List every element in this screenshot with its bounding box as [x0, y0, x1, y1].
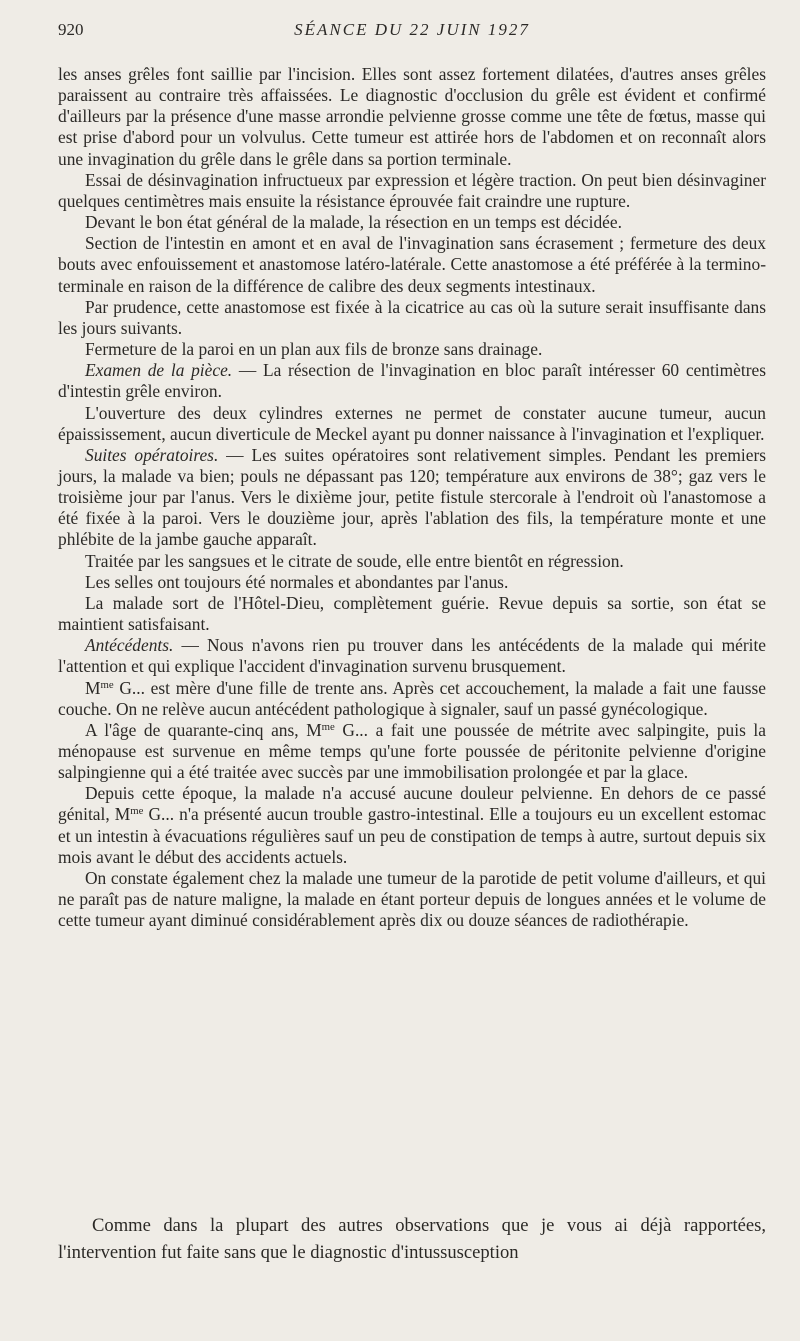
section-heading: Antécédents. [85, 635, 174, 656]
body-paragraph [58, 445, 766, 551]
paragraph-text: — Les suites opératoires sont relativement simples. Pendant les premiers jours, la malade va bien; pouls ne dépassant pas 120; température aux environs de 38°; gaz vers le troisième jour par l'anus. Vers le dixième jour, petite fistule stercorale à l'endroit où l'anastomose a été fixée à la paroi. Vers le douzième jour, après l'ablation des fils, la température monte et une phlébite de la jambe gauche apparaît. [58, 444, 767, 550]
honorific: M [306, 719, 322, 740]
paragraph-text: Section de l'intestin en amont et en aval de l'invagination sans écrasement ; fermeture des deux bouts avec enfouissement et anastomose latéro-latérale. Cette anastomose a été préférée à la termino-terminale en raison de la différence de calibre des deux segments intestinaux. [58, 233, 766, 296]
body-paragraph [58, 403, 766, 445]
running-title: SÉANCE DU 22 JUIN 1927 [294, 20, 530, 39]
paragraph-text: Essai de désinvagination infructueux par expression et légère traction. On peut bien désinvaginer quelques centimètres mais ensuite la résistance éprouvée fait craindre une rupture. [58, 169, 766, 211]
paragraph-text: Traitée par les sangsues et le citrate de soude, elle entre bientôt en régression. [85, 550, 624, 571]
paragraph-text: La malade sort de l'Hôtel-Dieu, complètement guérie. Revue depuis sa sortie, son état se maintient satisfaisant. [58, 592, 766, 635]
honorific: M [85, 677, 101, 698]
honorific-superscript: me [100, 678, 114, 691]
body-paragraph [58, 572, 766, 593]
paragraph-text: — La résection de l'invagination en bloc paraît intéresser 60 centimètres d'intestin grêle environ. [58, 360, 766, 402]
body-paragraph [58, 783, 766, 868]
body-paragraph [58, 720, 766, 783]
honorific: M [114, 804, 131, 825]
paragraph-text: — Nous n'avons rien pu trouver dans les antécédents de la malade qui mérite l'attention et qui explique l'accident d'invagination survenu brusquement. [58, 635, 766, 677]
honorific-superscript: me [321, 720, 335, 733]
honorific-superscript: me [130, 805, 144, 818]
paragraph-text-lead: Depuis cette époque, la malade n'a accusé aucune douleur pelvienne. En dehors de ce passé génital, [58, 783, 766, 825]
paragraph-text: Devant le bon état général de la malade, la résection en un temps est décidée. [85, 212, 622, 233]
paragraph-text: G... n'a présenté aucun trouble gastro-intestinal. Elle a toujours eu un excellent estomac et un intestin à évacuations régulières sauf un peu de constipation de temps à autre, surtout depuis six mois avant le début des accidents actuels. [58, 804, 766, 867]
body-paragraph [58, 678, 766, 720]
paragraph-text: G... a fait une poussée de métrite avec salpingite, puis la ménopause est survenue en même temps qu'une forte poussée de péritonite pelvienne d'origine salpingienne qui a été traitée avec succès par une immobilisation prolongée et par la glace. [58, 719, 766, 783]
paragraph-text-lead: A l'âge de quarante-cinq ans, [85, 719, 307, 740]
paragraph-text: Fermeture de la paroi en un plan aux fils de bronze sans drainage. [85, 339, 543, 360]
paragraph-text: Les selles ont toujours été normales et abondantes par l'anus. [85, 571, 509, 592]
body-paragraph [58, 233, 766, 296]
body-paragraph [58, 593, 766, 635]
body-paragraph [58, 868, 766, 931]
body-paragraph [58, 297, 766, 339]
body-paragraph [58, 551, 766, 572]
closing-section [58, 1213, 766, 1266]
paragraph-text: On constate également chez la malade une tumeur de la parotide de petit volume d'ailleurs, et qui ne paraît pas de nature maligne, la malade en étant porteur depuis de longues années et le volume de cette tumeur ayant diminué considérablement après dix ou douze séances de radiothérapie. [58, 867, 766, 931]
body-paragraph [58, 170, 766, 212]
page-header [58, 20, 766, 46]
section-heading: Examen de la pièce. [85, 360, 233, 381]
body-paragraph [58, 635, 766, 677]
body-paragraph [58, 339, 766, 360]
paragraph-text: L'ouverture des deux cylindres externes ne permet de constater aucune tumeur, aucun épaississement, aucun diverticule de Meckel ayant pu donner naissance à l'invagination et l'expliquer. [58, 402, 766, 444]
closing-paragraph: Comme dans la plupart des autres observations que je vous ai déjà rapportées, l'intervention fut faite sans que le diagnostic d'intussusception [58, 1215, 766, 1263]
body-text [58, 64, 766, 931]
paragraph-text: les anses grêles font saillie par l'incision. Elles sont assez fortement dilatées, d'autres anses grêles paraissent au contraire très affaissées. Le diagnostic d'occlusion du grêle est évident et confirmé d'ailleurs par la présence d'une masse arrondie pelvienne grosse comme une tête de fœtus, masse qui est prise d'abord pour un volvulus. Cette tumeur est attirée hors de l'abdomen et on reconnaît alors une invagination du grêle dans le grêle dans sa portion terminale. [58, 64, 766, 169]
page-number: 920 [58, 20, 84, 39]
body-paragraph [58, 360, 766, 402]
body-paragraph [58, 212, 766, 233]
section-heading: Suites opératoires. [85, 444, 219, 465]
body-paragraph [58, 64, 766, 170]
paragraph-text: G... est mère d'une fille de trente ans. Après cet accouchement, la malade a fait une fausse couche. On ne relève aucun antécédent pathologique à signaler, sauf un passé gynécologique. [58, 677, 766, 719]
paragraph-text: Par prudence, cette anastomose est fixée à la cicatrice au cas où la suture serait insuffisante dans les jours suivants. [58, 296, 766, 338]
